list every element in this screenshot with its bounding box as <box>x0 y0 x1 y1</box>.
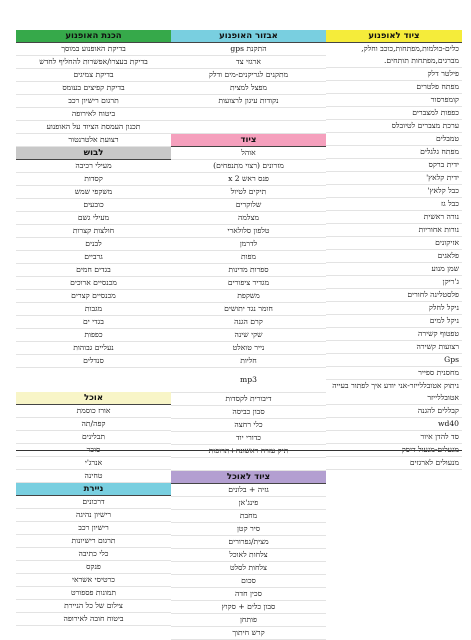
accessory-item: מפצל למצית <box>171 82 326 95</box>
equipment-item: mp3 <box>171 368 326 393</box>
bike-gear-item: מפתח גלגלים <box>326 146 462 159</box>
bike-gear-item: מחסנית ספייר <box>326 367 462 380</box>
clothing-item: נעליים גבוהות <box>16 342 171 355</box>
equipment-item: כדורי יוד <box>171 432 326 445</box>
bike-gear-item: נורה ראשית <box>326 211 462 224</box>
equipment-item: משקפת <box>171 290 326 303</box>
equipment-item: מזרונים (רצוי מתנפחים) <box>171 160 326 173</box>
clothing-item: בגדי ים <box>16 316 171 329</box>
bike-gear-item: סד להדן איור <box>326 431 462 444</box>
equipment-item: חומר נגד יתושים <box>171 303 326 316</box>
paper-item: פנקס <box>16 561 171 574</box>
clothing-item: מכנסיים קצרים <box>16 290 171 303</box>
paper-item: צילום של כל הניירת <box>16 600 171 613</box>
bike-gear-item: ניקל למים <box>326 315 462 328</box>
kitchen-item: צלחות לאוכל <box>171 549 326 562</box>
bike-gear-item: כפפות למצברים <box>326 107 462 120</box>
equipment-item: דיבורית לקסדות <box>171 393 326 406</box>
paper-item: דרכונים <box>16 496 171 509</box>
equipment-item: שקי שינה <box>171 329 326 342</box>
prep-item: בדיקת צמיגים <box>16 69 171 82</box>
paper-item: רישיון רכב <box>16 522 171 535</box>
equipment-item: חליות <box>171 355 326 368</box>
kitchen-item: סבון כלים + סקוץ <box>171 601 326 614</box>
kitchen-item: סכום <box>171 575 326 588</box>
bike-gear-item: ניקל לחלק <box>326 302 462 315</box>
bike-gear-item: כבל גז <box>326 198 462 211</box>
bike-gear-item: ידית ברקס <box>326 159 462 172</box>
clothing-item: כובעים <box>16 199 171 212</box>
food-item: קפה/תה <box>16 418 171 431</box>
bike-gear-item: טמבלים <box>326 133 462 146</box>
prep-item: בדיקת בעצרו/אפשרות להחליף לחדש <box>16 56 171 69</box>
kitchen-item: קרש חיתוך <box>171 627 326 640</box>
accessory-item: התקנת gps <box>171 43 326 56</box>
prep-column <box>16 30 171 626</box>
bike-gear-item: טפטוף קשירה <box>326 328 462 341</box>
equipment-header: ציוד <box>171 134 326 147</box>
equipment-item: תיקים לטיול <box>171 186 326 199</box>
bike-gear-item: מנעולים לארגזים <box>326 457 462 470</box>
prep-header: הכנת האופנוע <box>16 30 171 43</box>
equipment-item: מגדיר ציפורים <box>171 277 326 290</box>
bike-gear-item: קבללים להגנה <box>326 405 462 418</box>
clothing-item: מכנסיים ארוכים <box>16 277 171 290</box>
bike-gear-item: ידית קלאץ' <box>326 172 462 185</box>
prep-item: בדיקת קפיצים בעומס <box>16 82 171 95</box>
clothing-item: מגבות <box>16 303 171 316</box>
equipment-item: כלי רחצה <box>171 419 326 432</box>
clothing-item: גרביים <box>16 251 171 264</box>
packing-sheet <box>16 30 462 637</box>
kitchen-item: פותחן <box>171 614 326 627</box>
bike-gear-column <box>326 30 462 470</box>
spacer-cell <box>16 368 171 392</box>
bike-gear-item: מפתח פלטרים <box>326 81 462 94</box>
bike-gear-item: פלאגים <box>326 250 462 263</box>
food-item: אורז כוסמת <box>16 405 171 418</box>
equipment-item: סבון כביסה <box>171 406 326 419</box>
bike-gear-item: קומפרסור <box>326 94 462 107</box>
clothing-item: משקפי שמש <box>16 186 171 199</box>
paper-item: תרגום רישיונות <box>16 535 171 548</box>
accessory-item: ארגזי צד <box>171 56 326 69</box>
section-divider <box>16 450 462 451</box>
clothing-item: בגדים חמים <box>16 264 171 277</box>
prep-item: תרגום רישיון רכב <box>16 95 171 108</box>
bike-gear-item: ערכת מצברים לטיובלס <box>326 120 462 133</box>
clothing-item: קסדות <box>16 173 171 186</box>
clothing-item: סנדלים <box>16 355 171 368</box>
prep-item: רצועת אלטרנטור <box>16 134 171 147</box>
paper-item: ביטוח חובה לאירופה <box>16 613 171 626</box>
kitchen-item: גזיה + בלונים <box>171 484 326 497</box>
bike-gear-item: פילטר דלק <box>326 68 462 81</box>
food-item: טחינה <box>16 470 171 483</box>
accessories-header: אבזור האופנוע <box>171 30 326 43</box>
prep-item: תכנון העמסת הציוד על האופנוע <box>16 121 171 134</box>
clothing-item: כפפות <box>16 329 171 342</box>
bike-gear-item: פלסטלינה לחורים <box>326 289 462 302</box>
equipment-item: ספרות מדינות <box>171 264 326 277</box>
clothing-item: מעילי גשם <box>16 212 171 225</box>
bike-gear-item: ג'ריקן <box>326 276 462 289</box>
bike-gear-item: Gps <box>326 354 462 367</box>
kitchen-item: סכין חדה <box>171 588 326 601</box>
bike-gear-item: ניתוק אטובללייזר-אני יודע איך לפתור בעייה אטובללייזר <box>326 380 462 405</box>
clothing-header: לבוש <box>16 147 171 160</box>
kitchen-item: מצית/גפרורים <box>171 536 326 549</box>
equipment-item: מפות <box>171 251 326 264</box>
food-header: אוכל <box>16 392 171 405</box>
bike-gear-header: ציוד לאופנוע <box>326 30 462 43</box>
food-item: אנרג'י <box>16 457 171 470</box>
blank-cell <box>171 458 326 471</box>
bike-gear-item: רצועות קשירה <box>326 341 462 354</box>
clothing-item: מעילי רכיבה <box>16 160 171 173</box>
equipment-item: נייר טואלט <box>171 342 326 355</box>
kitchen-header: ציוד לאוכל <box>171 471 326 484</box>
accessories-column <box>171 30 326 640</box>
paper-item: כלי כתיבה <box>16 548 171 561</box>
paper-item: רישיון נהיגה <box>16 509 171 522</box>
equipment-item <box>171 445 326 458</box>
bike-gear-item: כבל קלאץ' <box>326 185 462 198</box>
bike-gear-item: שמן מנוע <box>326 263 462 276</box>
bike-gear-item: אזיקונים <box>326 237 462 250</box>
paper-item: כרטיסי אשראי <box>16 574 171 587</box>
clothing-item: לבנים <box>16 238 171 251</box>
equipment-item: מצלמה <box>171 212 326 225</box>
paper-header: ניירת <box>16 483 171 496</box>
bike-gear-item: נורות אחוריות <box>326 224 462 237</box>
prep-item: בדיקת האופנוע במוסך <box>16 43 171 56</box>
accessory-item: נקודות עיגון לרצועות <box>171 95 326 108</box>
bike-gear-intro: כלים-כולמות,מפתחות,כוכב וחלק, מברגים,מפתחות תותחים. <box>326 43 462 68</box>
kitchen-item: מחבת <box>171 510 326 523</box>
paper-item: תמונות פספורט <box>16 587 171 600</box>
kitchen-item: סיר קטן <box>171 523 326 536</box>
equipment-item: פנס ראש 2 x <box>171 173 326 186</box>
bike-gear-item: wd40 <box>326 418 462 431</box>
accessory-item: מתקנים לגריקנים-מים ודלק <box>171 69 326 82</box>
prep-item: ביטוח לאירופה <box>16 108 171 121</box>
equipment-item: קרם הגנה <box>171 316 326 329</box>
kitchen-item: צלחות לסלט <box>171 562 326 575</box>
equipment-item: אוהל <box>171 147 326 160</box>
equipment-item: לדרמן <box>171 238 326 251</box>
equipment-item: טלפון סלולארי <box>171 225 326 238</box>
kitchen-item: פינג'אן <box>171 497 326 510</box>
equipment-item: שלוקרים <box>171 199 326 212</box>
clothing-item: חולצות קצרות <box>16 225 171 238</box>
blank-cell <box>171 108 326 121</box>
blank-cell <box>171 121 326 134</box>
food-item: תבלינים <box>16 431 171 444</box>
